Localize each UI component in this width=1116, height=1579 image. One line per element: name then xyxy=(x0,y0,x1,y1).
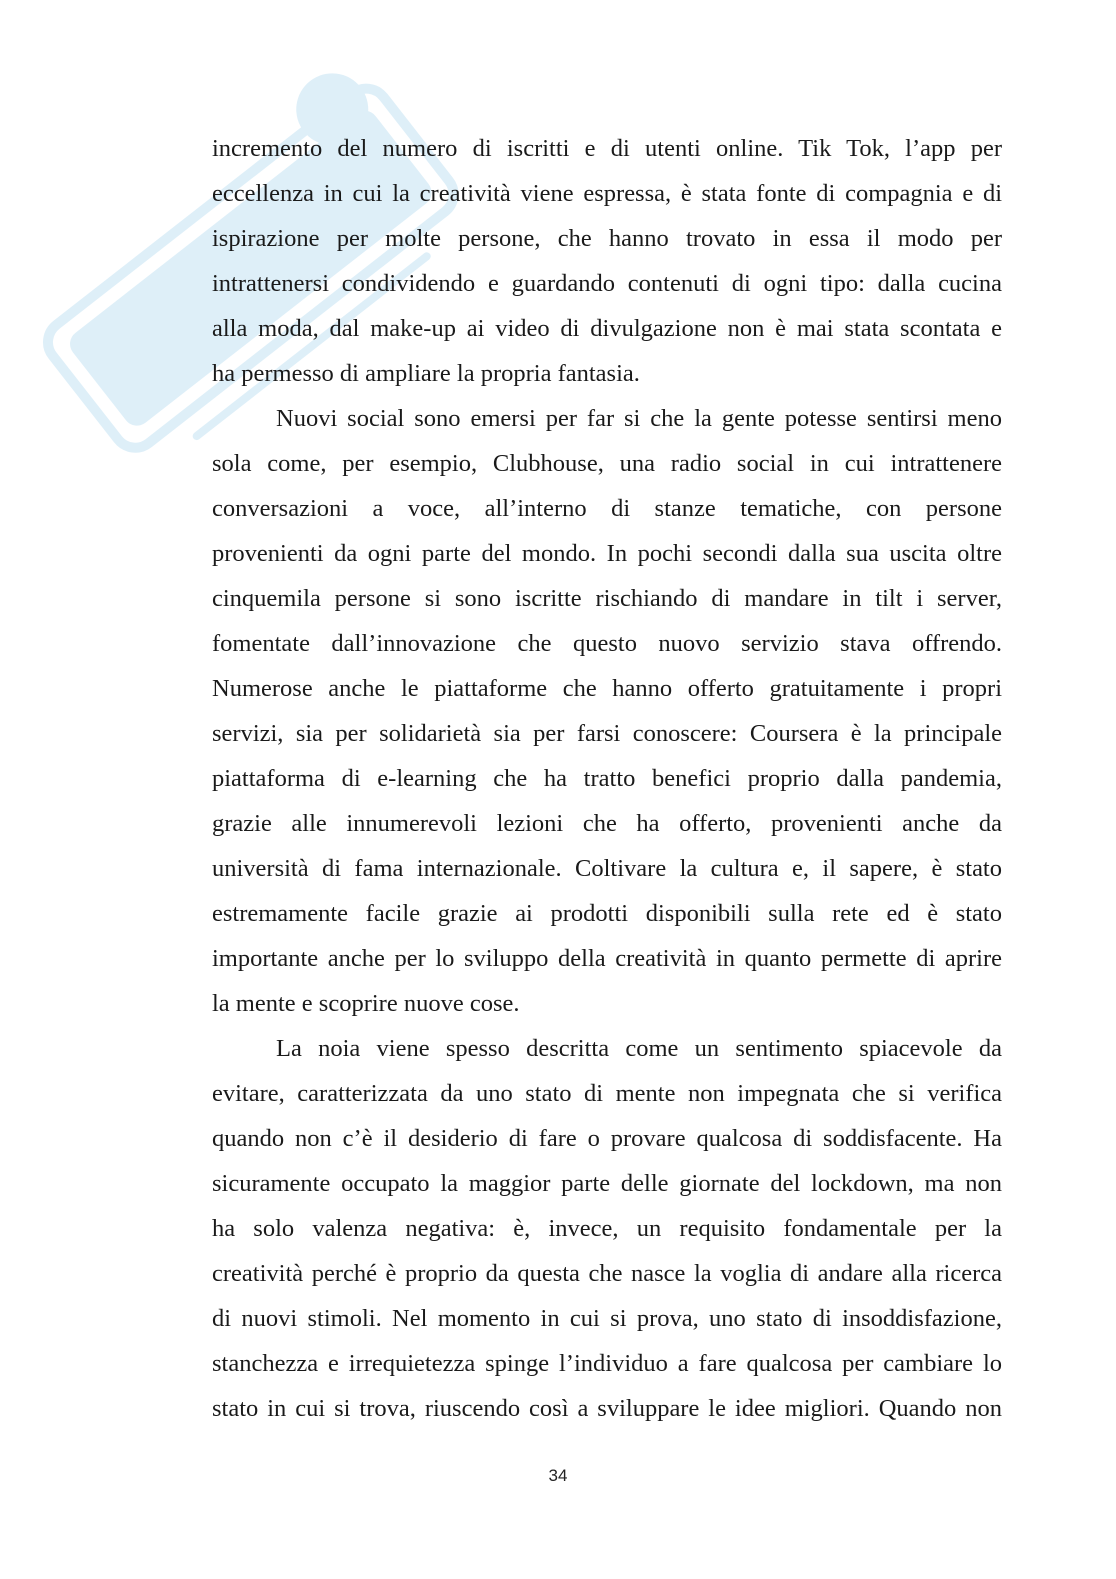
text-line: servizi, sia per solidarietà sia per farsi conoscere: Coursera è la principale xyxy=(212,720,1002,747)
text-line: provenienti da ogni parte del mondo. In pochi secondi dalla sua uscita oltre xyxy=(212,540,1002,567)
text-line: sola come, per esempio, Clubhouse, una radio social in cui intrattenere xyxy=(212,450,1002,477)
text-line: quando non c’è il desiderio di fare o provare qualcosa di soddisfacente. Ha xyxy=(212,1125,1002,1152)
page-number: 34 xyxy=(548,1466,568,1485)
text-line: intrattenersi condividendo e guardando contenuti di ogni tipo: dalla cucina xyxy=(212,270,1002,297)
text-line: creatività perché è proprio da questa che nasce la voglia di andare alla ricerca xyxy=(212,1260,1002,1287)
text-line: ispirazione per molte persone, che hanno trovato in essa il modo per xyxy=(212,225,1002,252)
text-line: ha permesso di ampliare la propria fantasia. xyxy=(212,360,640,387)
text-line: importante anche per lo sviluppo della creatività in quanto permette di aprire xyxy=(212,945,1002,972)
text-line: estremamente facile grazie ai prodotti disponibili sulla rete ed è stato xyxy=(212,900,1002,927)
text-line: la mente e scoprire nuove cose. xyxy=(212,990,520,1017)
text-line: Numerose anche le piattaforme che hanno offerto gratuitamente i propri xyxy=(212,675,1002,702)
text-line: incremento del numero di iscritti e di utenti online. Tik Tok, l’app per xyxy=(212,135,1002,162)
text-line: ha solo valenza negativa: è, invece, un requisito fondamentale per la xyxy=(212,1215,1002,1242)
text-line: cinquemila persone si sono iscritte rischiando di mandare in tilt i server, xyxy=(212,585,1002,612)
text-line: piattaforma di e-learning che ha tratto benefici proprio dalla pandemia, xyxy=(212,765,1002,792)
text-line: grazie alle innumerevoli lezioni che ha offerto, provenienti anche da xyxy=(212,810,1002,837)
text-line: di nuovi stimoli. Nel momento in cui si prova, uno stato di insoddisfazione, xyxy=(212,1305,1002,1332)
text-line: stanchezza e irrequietezza spinge l’individuo a fare qualcosa per cambiare lo xyxy=(212,1350,1002,1377)
text-line: eccellenza in cui la creatività viene espressa, è stata fonte di compagnia e di xyxy=(212,180,1002,207)
text-line: evitare, caratterizzata da uno stato di mente non impegnata che si verifica xyxy=(212,1080,1002,1107)
body-text xyxy=(212,126,1002,1431)
text-line: stato in cui si trova, riuscendo così a sviluppare le idee migliori. Quando non xyxy=(212,1395,1002,1422)
text-line: alla moda, dal make-up ai video di divulgazione non è mai stata scontata e xyxy=(212,315,1002,342)
text-line: La noia viene spesso descritta come un sentimento spiacevole da xyxy=(276,1035,1002,1062)
text-line: sicuramente occupato la maggior parte delle giornate del lockdown, ma non xyxy=(212,1170,1002,1197)
text-line: università di fama internazionale. Coltivare la cultura e, il sapere, è stato xyxy=(212,855,1002,882)
text-line: conversazioni a voce, all’interno di stanze tematiche, con persone xyxy=(212,495,1002,522)
text-line: Nuovi social sono emersi per far si che la gente potesse sentirsi meno xyxy=(276,405,1002,432)
text-line: fomentate dall’innovazione che questo nuovo servizio stava offrendo. xyxy=(212,630,1002,657)
